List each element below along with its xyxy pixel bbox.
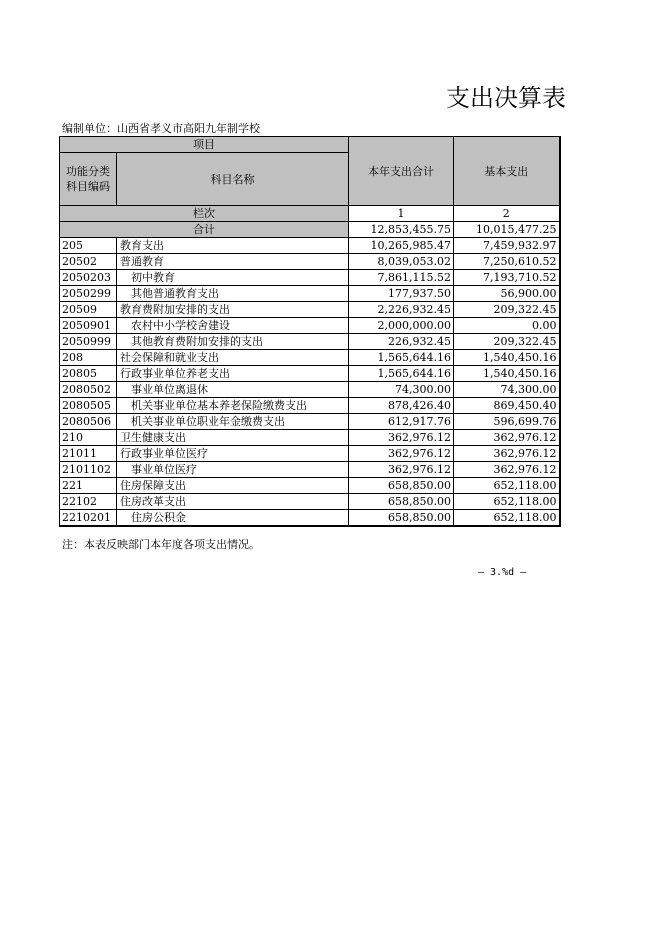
column-number-1: 1: [349, 206, 454, 222]
basic-expenditure-cell: 7,459,932.97: [454, 238, 560, 254]
total-expenditure-cell: 658,850.00: [349, 478, 454, 494]
table-row: [60, 414, 560, 430]
table-row: [60, 286, 560, 302]
basic-expenditure-cell: 652,118.00: [454, 494, 560, 510]
subject-name-cell: 教育支出: [117, 238, 349, 254]
subject-name-cell: 其他普通教育支出: [117, 286, 349, 302]
table-row: [60, 446, 560, 462]
basic-expenditure-cell: 74,300.00: [454, 382, 560, 398]
expenditure-table: [59, 136, 561, 527]
function-code-cell: 2050999: [60, 334, 117, 350]
column-number-label: 栏次: [60, 206, 349, 222]
function-code-cell: 210: [60, 430, 117, 446]
subject-name-cell: 机关事业单位职业年金缴费支出: [117, 414, 349, 430]
total-expenditure-header: 本年支出合计: [349, 137, 454, 206]
function-code-cell: 2080506: [60, 414, 117, 430]
header-row-1: [60, 137, 560, 153]
table-row: [60, 302, 560, 318]
basic-expenditure-cell: 1,540,450.16: [454, 350, 560, 366]
subject-name-cell: 初中教育: [117, 270, 349, 286]
total-expenditure-cell: 878,426.40: [349, 398, 454, 414]
basic-expenditure-cell: 0.00: [454, 318, 560, 334]
function-code-cell: 2080505: [60, 398, 117, 414]
function-code-cell: 2050203: [60, 270, 117, 286]
total-expenditure-cell: 8,039,053.02: [349, 254, 454, 270]
subject-name-cell: 社会保障和就业支出: [117, 350, 349, 366]
subject-name-cell: 住房保障支出: [117, 478, 349, 494]
basic-expenditure-header: 基本支出: [454, 137, 560, 206]
subject-name-cell: 其他教育费附加安排的支出: [117, 334, 349, 350]
total-label: 合计: [60, 222, 349, 238]
table-note: 注：本表反映部门本年度各项支出情况。: [62, 538, 260, 551]
total-expenditure-cell: 10,265,985.47: [349, 238, 454, 254]
basic-expenditure-cell: 1,540,450.16: [454, 366, 560, 382]
function-code-cell: 2050901: [60, 318, 117, 334]
basic-expenditure-cell: 362,976.12: [454, 462, 560, 478]
subject-name-cell: 教育费附加安排的支出: [117, 302, 349, 318]
function-code-cell: 208: [60, 350, 117, 366]
subject-name-cell: 事业单位医疗: [117, 462, 349, 478]
subject-name-cell: 机关事业单位基本养老保险缴费支出: [117, 398, 349, 414]
function-code-cell: 20509: [60, 302, 117, 318]
subject-name-cell: 卫生健康支出: [117, 430, 349, 446]
subject-name-cell: 事业单位离退休: [117, 382, 349, 398]
function-code-cell: 205: [60, 238, 117, 254]
total-expenditure-cell: 612,917.76: [349, 414, 454, 430]
subject-name-cell: 住房改革支出: [117, 494, 349, 510]
column-number-row: [60, 206, 560, 222]
basic-expenditure-cell: 869,450.40: [454, 398, 560, 414]
function-code-cell: 21011: [60, 446, 117, 462]
function-code-cell: 2101102: [60, 462, 117, 478]
table-row: [60, 430, 560, 446]
function-code-cell: 2210201: [60, 510, 117, 527]
table-row: [60, 254, 560, 270]
table-row: [60, 494, 560, 510]
total-expenditure-cell: 658,850.00: [349, 494, 454, 510]
basic-expenditure-cell: 362,976.12: [454, 446, 560, 462]
basic-expenditure-cell: 56,900.00: [454, 286, 560, 302]
function-code-cell: 20502: [60, 254, 117, 270]
function-code-cell: 22102: [60, 494, 117, 510]
total-expenditure-cell: 2,000,000.00: [349, 318, 454, 334]
total-expenditure-value: 12,853,455.75: [349, 222, 454, 238]
table-row: [60, 318, 560, 334]
basic-expenditure-cell: 652,118.00: [454, 478, 560, 494]
table-row: [60, 238, 560, 254]
page-title: 支出决算表: [446, 84, 566, 112]
basic-expenditure-cell: 7,193,710.52: [454, 270, 560, 286]
total-expenditure-cell: 1,565,644.16: [349, 350, 454, 366]
subject-name-cell: 农村中小学校舍建设: [117, 318, 349, 334]
total-expenditure-cell: 2,226,932.45: [349, 302, 454, 318]
subject-name-cell: 行政事业单位医疗: [117, 446, 349, 462]
total-basic-value: 10,015,477.25: [454, 222, 560, 238]
table-row: [60, 270, 560, 286]
compiling-unit: 编制单位：山西省孝义市高阳九年制学校: [62, 122, 260, 135]
function-code-header: 功能分类 科目编码: [60, 153, 117, 206]
page-number: — 3.%d —: [478, 567, 527, 578]
basic-expenditure-cell: 596,699.76: [454, 414, 560, 430]
function-code-cell: 2080502: [60, 382, 117, 398]
basic-expenditure-cell: 7,250,610.52: [454, 254, 560, 270]
subject-name-cell: 普通教育: [117, 254, 349, 270]
total-expenditure-cell: 1,565,644.16: [349, 366, 454, 382]
total-expenditure-cell: 362,976.12: [349, 462, 454, 478]
table-row: [60, 478, 560, 494]
table-row: [60, 334, 560, 350]
table-row: [60, 462, 560, 478]
subject-name-cell: 行政事业单位养老支出: [117, 366, 349, 382]
total-expenditure-cell: 7,861,115.52: [349, 270, 454, 286]
table-row: [60, 382, 560, 398]
basic-expenditure-cell: 209,322.45: [454, 302, 560, 318]
total-row: [60, 222, 560, 238]
total-expenditure-cell: 74,300.00: [349, 382, 454, 398]
table-row: [60, 398, 560, 414]
total-expenditure-cell: 362,976.12: [349, 446, 454, 462]
total-expenditure-cell: 658,850.00: [349, 510, 454, 527]
column-number-2: 2: [454, 206, 560, 222]
total-expenditure-cell: 177,937.50: [349, 286, 454, 302]
subject-name-cell: 住房公积金: [117, 510, 349, 527]
project-header: 项目: [60, 137, 349, 153]
table-row: [60, 350, 560, 366]
subject-name-header: 科目名称: [117, 153, 349, 206]
basic-expenditure-cell: 362,976.12: [454, 430, 560, 446]
total-expenditure-cell: 362,976.12: [349, 430, 454, 446]
table-row: [60, 366, 560, 382]
function-code-cell: 20805: [60, 366, 117, 382]
function-code-cell: 2050299: [60, 286, 117, 302]
basic-expenditure-cell: 652,118.00: [454, 510, 560, 527]
basic-expenditure-cell: 209,322.45: [454, 334, 560, 350]
table-row: [60, 510, 560, 527]
total-expenditure-cell: 226,932.45: [349, 334, 454, 350]
function-code-cell: 221: [60, 478, 117, 494]
